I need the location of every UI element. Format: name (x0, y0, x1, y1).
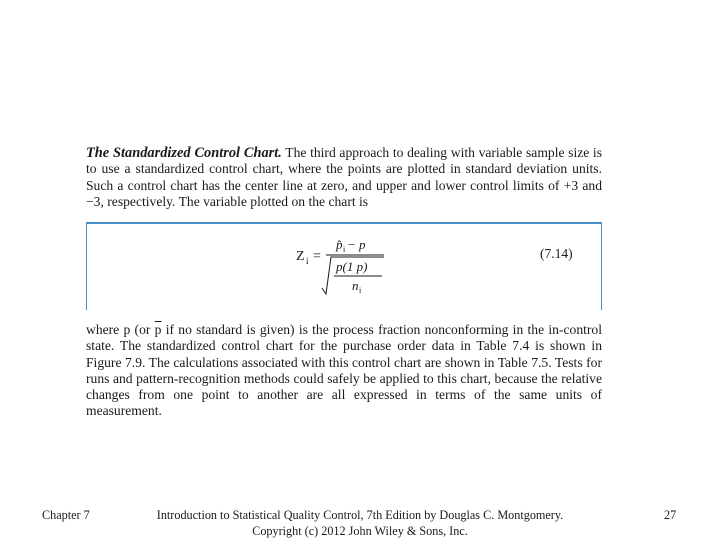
equation-number: (7.14) (540, 246, 573, 261)
formula-denominator-n: n (352, 278, 359, 293)
intro-text: The third approach to dealing with variable sample size is to use a standardized control chart, where the points are plotted in standard deviation units. Such a control chart has the center line at zero, and upper and lower control limits of +3 and −3, respectively. The variable plotted on the chart is (86, 145, 602, 209)
footer-citation (140, 507, 580, 539)
footer-citation-line2: Copyright (c) 2012 John Wiley & Sons, Inc. (252, 524, 468, 538)
section-heading: The Standardized Control Chart. (86, 145, 282, 161)
footer-page-number: 27 (664, 508, 677, 522)
formula-numerator-minus-p: − p (347, 237, 366, 252)
formula-lhs: Z (296, 249, 305, 264)
formula-numerator-hat: p̂ (336, 237, 343, 252)
footer-citation-line1: Introduction to Statistical Quality Control, 7th Edition by Douglas C. Montgomery. (156, 508, 564, 522)
formula-equals: = (313, 249, 321, 264)
formula-denominator-inner: p(1 p) (336, 259, 368, 274)
explanation-start: where p (or (86, 322, 155, 337)
explanation-rest: if no standard is given) is the process fraction nonconforming in the in-control state. The standardized control chart for the purchase order data in Table 7.4 is shown in Figure 7.9. The calculations associated with this control chart are shown in Table 7.5. Tests for runs and pattern-recognition methods could safely be applied to this chart, because the relative changes from one point to another are all expressed in terms of the same units of measurement. (86, 322, 602, 419)
formula-denominator-n-sub: i (359, 286, 362, 295)
standardized-formula (296, 234, 416, 300)
explanation-paragraph (86, 322, 602, 420)
formula-numerator-sub: i (343, 245, 346, 254)
footer-chapter: Chapter 7 (42, 508, 90, 522)
formula-lhs-sub: i (306, 256, 309, 266)
p-bar-symbol: $\overline{p}$ (154, 322, 162, 337)
intro-paragraph (86, 145, 602, 210)
